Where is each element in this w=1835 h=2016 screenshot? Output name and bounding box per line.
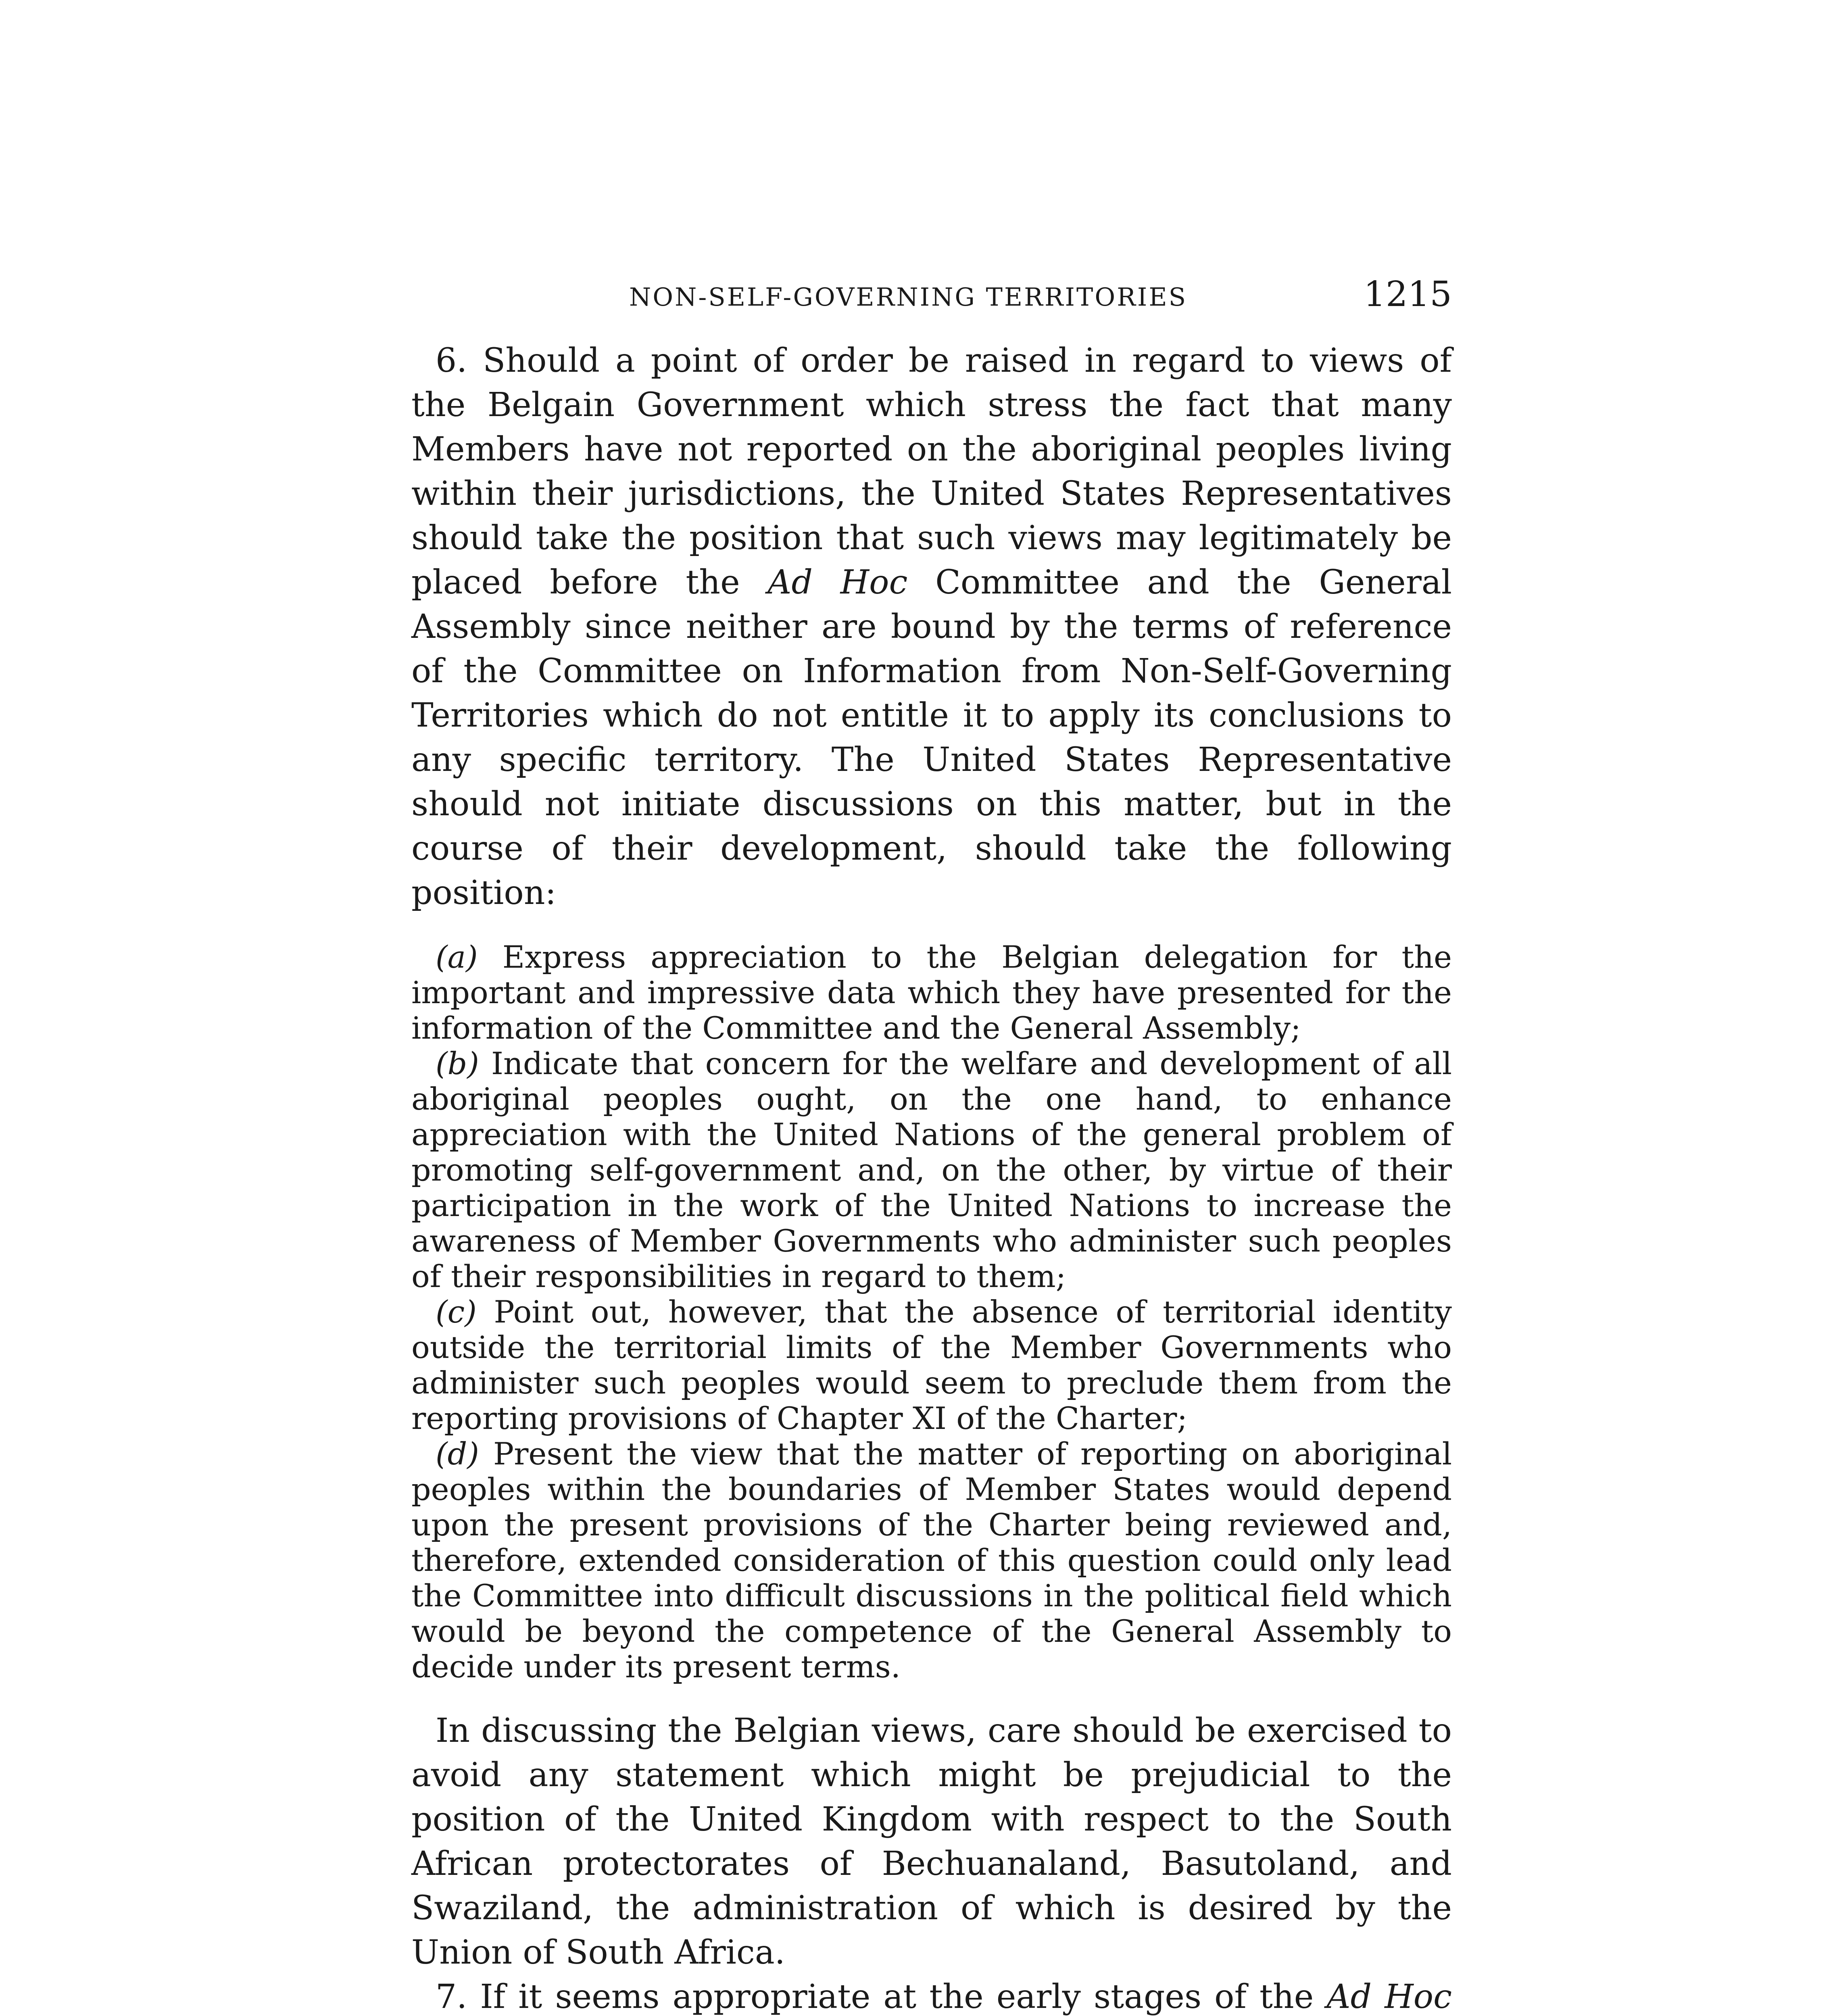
subparagraph-a-label: (a)	[436, 939, 478, 975]
page-number: 1215	[1364, 274, 1452, 314]
page-header	[629, 274, 1452, 319]
subparagraph-b: (b) Indicate that concern for the welfare and development of all aboriginal peoples ought, on the one hand, to enhance appreciation with the United Nations of the general problem of promoting self-government and, on the other, by virtue of their participation in the work of the United Nations to increase the awareness of Member Governments who administer such peoples of their responsibilities in regard to them;	[411, 1045, 1452, 1294]
ad-hoc-italic: Ad Hoc	[1326, 1978, 1452, 2016]
subparagraph-c: (c) Point out, however, that the absence of territorial identity outside the territorial limits of the Member Governments who administer such peoples would seem to preclude them from the reporting provisions of Chapter XI of the Charter;	[411, 1294, 1452, 1436]
subparagraph-a: (a) Express appreciation to the Belgian delegation for the important and impressive data which they have presented for the information of the Committee and the General Assembly;	[411, 939, 1452, 1046]
subparagraph-b-label: (b)	[436, 1045, 479, 1081]
paragraph-belgian-views: In discussing the Belgian views, care should be exercised to avoid any statement which might be prejudicial to the position of the United Kingdom with respect to the South African protectorates of Bechuanaland, Basutoland, and Swaziland, the administration of which is desired by the Union of South Africa.	[411, 1712, 1452, 1972]
subparagraph-d: (d) Present the view that the matter of reporting on aboriginal peoples within the boundaries of Member States would depend upon the present provisions of the Charter being reviewed and, therefore, extended consideration of this question could only lead the Committee into difficult discussions in the political field which would be beyond the competence of the General Assembly to decide under its present terms.	[411, 1436, 1452, 1685]
paragraph-7: 7. If it seems appropriate at the early stages of the Ad Hoc	[436, 1978, 1452, 2016]
subparagraph-c-label: (c)	[436, 1294, 477, 1330]
subparagraph-d-label: (d)	[436, 1436, 479, 1472]
running-head: NON-SELF-GOVERNING TERRITORIES	[629, 282, 1188, 312]
ad-hoc-italic: Ad Hoc	[767, 563, 908, 602]
page-body	[411, 339, 1452, 2016]
paragraph-6: 6. Should a point of order be raised in regard to views of the Belgain Government which stress the fact that many Members have not reported on the aboriginal peoples living within their jurisdictions, the United States Representatives should take the position that such views may legitimately be placed before the Ad Hoc Committee and the General Assembly since neither are bound by the terms of reference of the Committee on Information from Non-Self-Governing Territories which do not entitle it to apply its conclusions to any specific territory. The United States Representative should not initiate discussions on this matter, but in the course of their development, should take the following position:	[411, 342, 1452, 912]
